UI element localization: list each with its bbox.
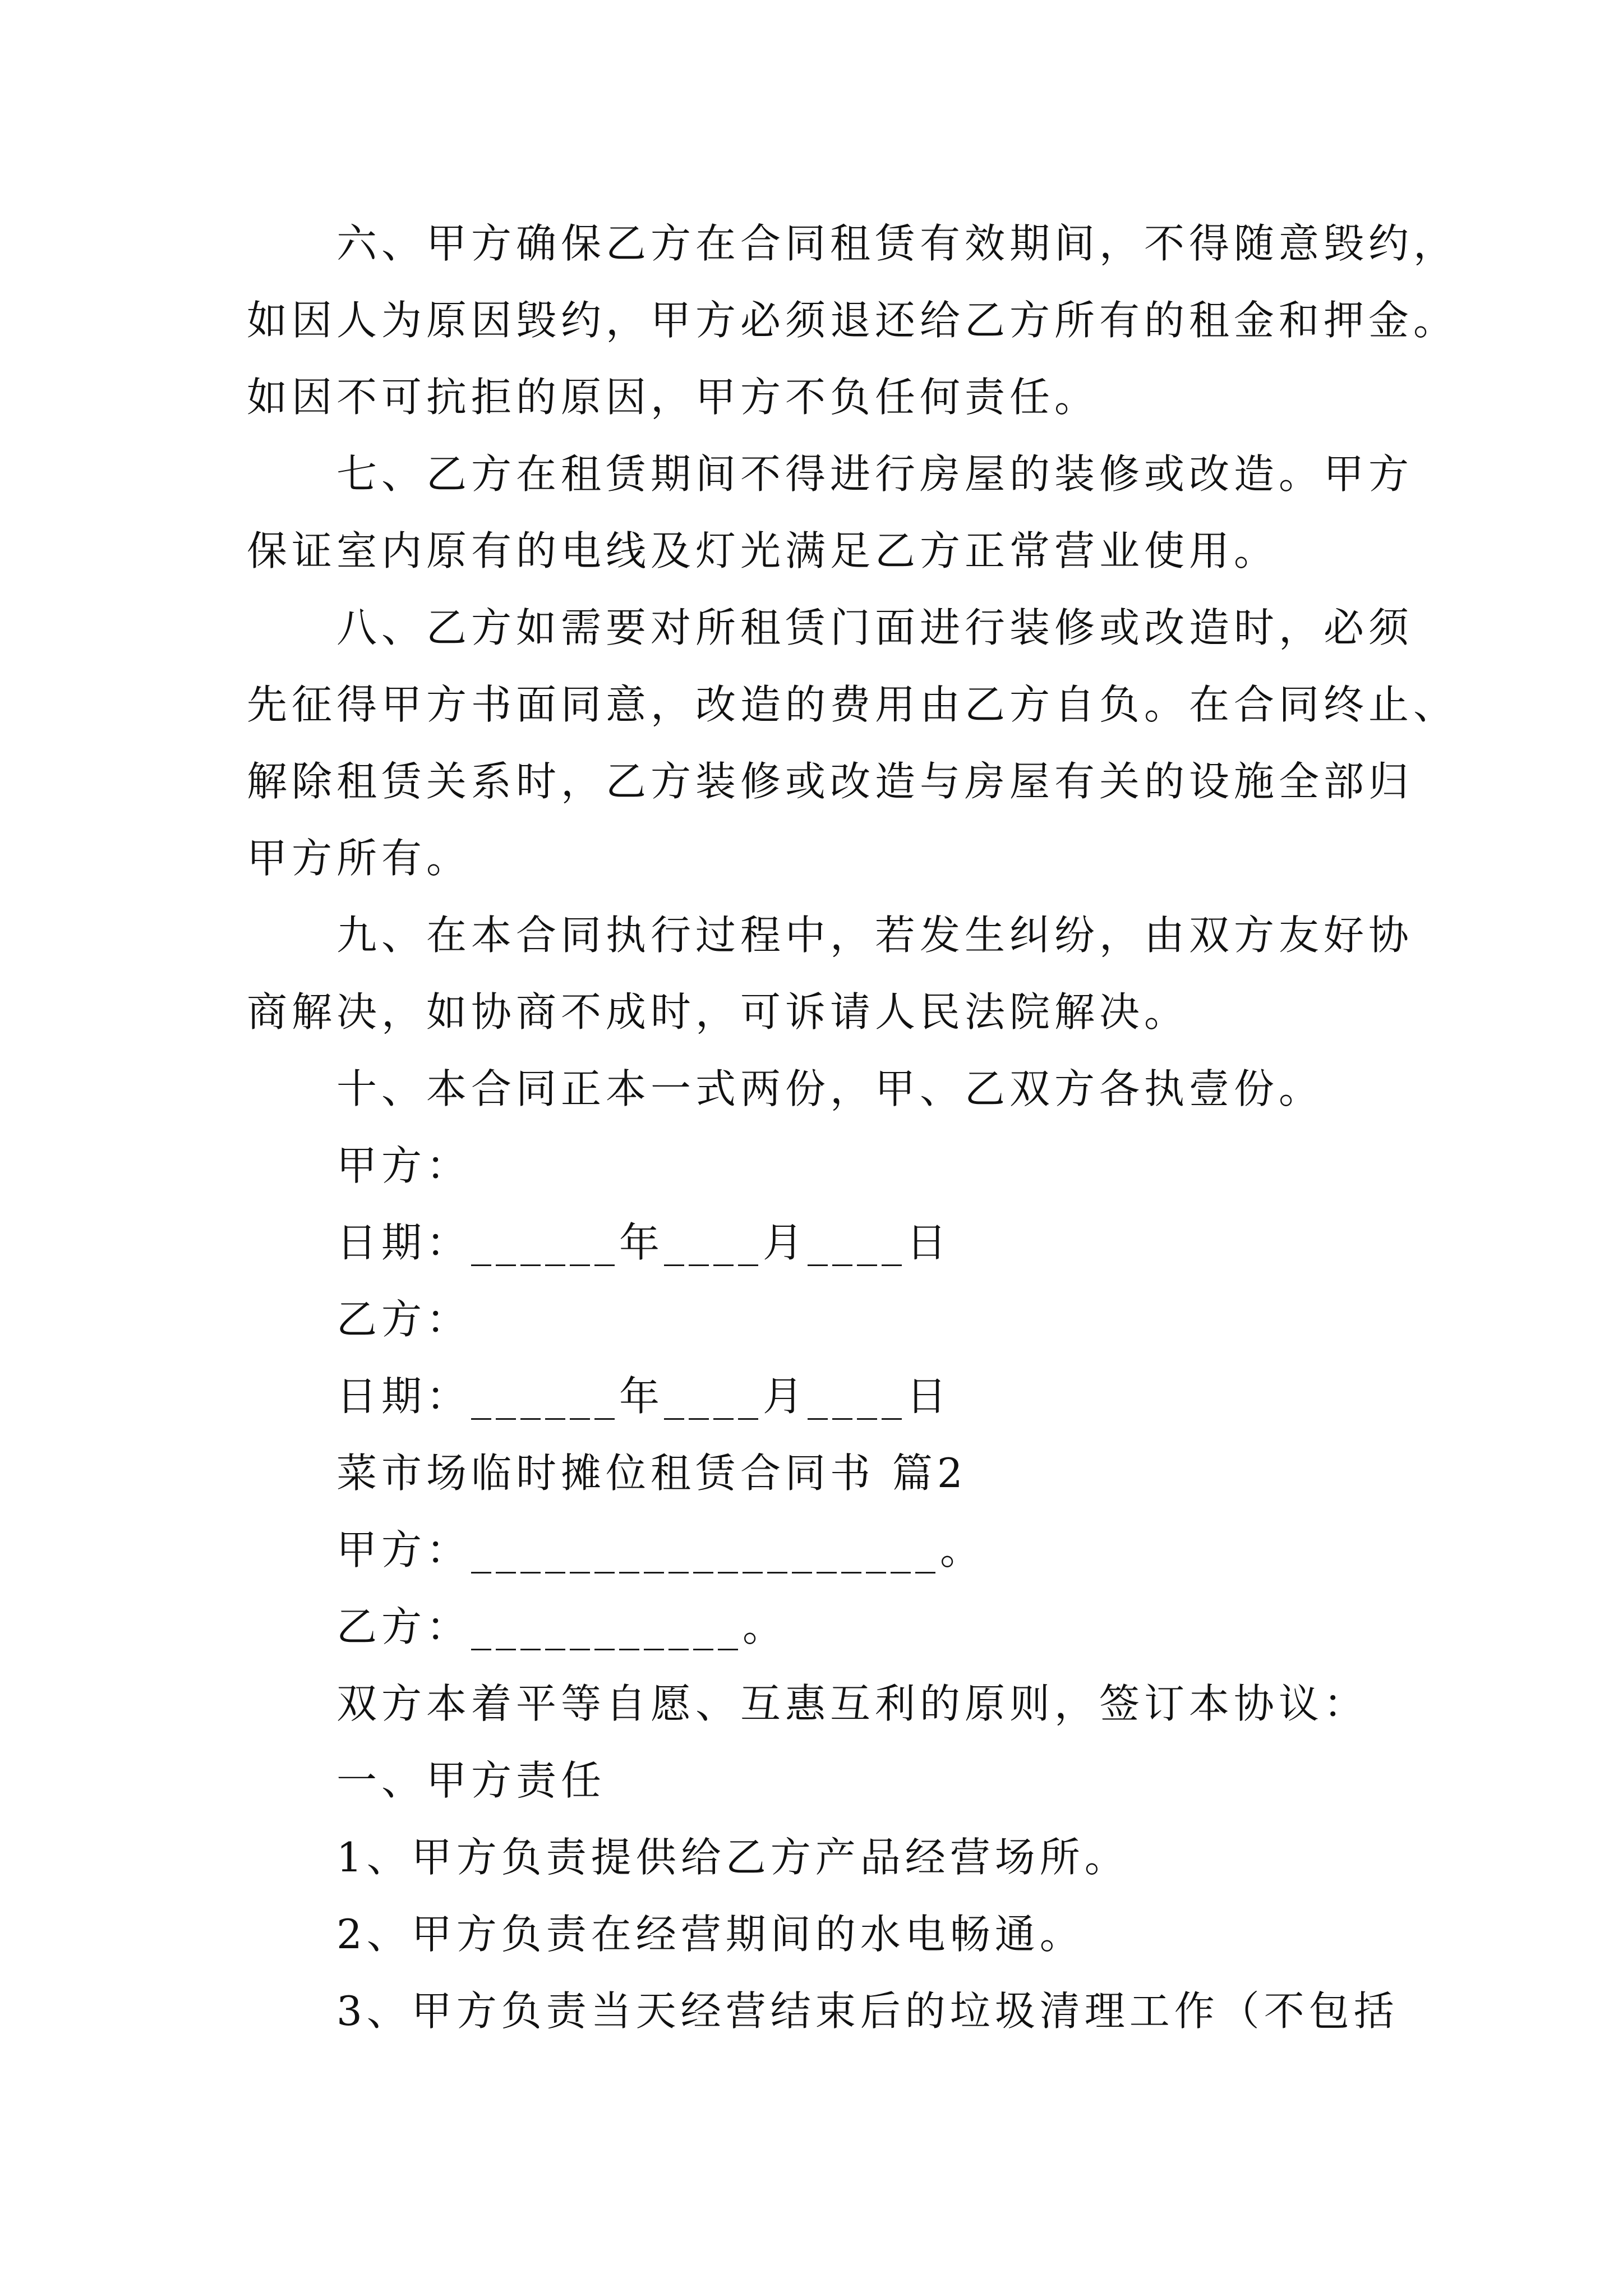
section-2-party-b: 乙方：___________。: [336, 1603, 788, 1650]
signature-party-b: 乙方：: [336, 1296, 472, 1343]
signature-date-a: 日期：______年____月____日: [336, 1219, 952, 1266]
clause-8-line-3: 解除租赁关系时，乙方装修或改造与房屋有关的设施全部归: [247, 758, 1414, 805]
section-2-party-a: 甲方：___________________。: [336, 1526, 985, 1573]
clause-9-line-2: 商解决，如协商不成时，可诉请人民法院解决。: [247, 988, 1189, 1036]
clause-6-line-3: 如因不可抗拒的原因，甲方不负任何责任。: [247, 374, 1100, 421]
signature-party-a: 甲方：: [336, 1142, 472, 1189]
clause-8-line-2: 先征得甲方书面同意，改造的费用由乙方自负。在合同终止、: [247, 681, 1459, 728]
section-2-item-2: 2、甲方负责在经营期间的水电畅通。: [336, 1911, 1085, 1958]
section-2-title: 菜市场临时摊位租赁合同书 篇2: [336, 1450, 967, 1497]
clause-10: 十、本合同正本一式两份，甲、乙双方各执壹份。: [336, 1065, 1324, 1112]
signature-date-b: 日期：______年____月____日: [336, 1373, 952, 1420]
clause-8-line-1: 八、乙方如需要对所租赁门面进行装修或改造时，必须: [336, 604, 1414, 651]
clause-7-line-1: 七、乙方在租赁期间不得进行房屋的装修或改造。甲方: [336, 450, 1414, 498]
section-2-heading-1: 一、甲方责任: [336, 1757, 606, 1804]
clause-7-line-2: 保证室内原有的电线及灯光满足乙方正常营业使用。: [247, 527, 1279, 574]
section-2-item-3: 3、甲方负责当天经营结束后的垃圾清理工作（不包括: [336, 1987, 1399, 2035]
clause-9-line-1: 九、在本合同执行过程中，若发生纠纷，由双方友好协: [336, 912, 1414, 959]
section-2-intro: 双方本着平等自愿、互惠互利的原则，签订本协议：: [336, 1680, 1369, 1727]
section-2-item-1: 1、甲方负责提供给乙方产品经营场所。: [336, 1834, 1129, 1881]
clause-6-line-2: 如因人为原因毁约，甲方必须退还给乙方所有的租金和押金。: [247, 297, 1459, 344]
clause-8-line-4: 甲方所有。: [247, 835, 472, 882]
clause-6-line-1: 六、甲方确保乙方在合同租赁有效期间，不得随意毁约，: [336, 220, 1459, 267]
